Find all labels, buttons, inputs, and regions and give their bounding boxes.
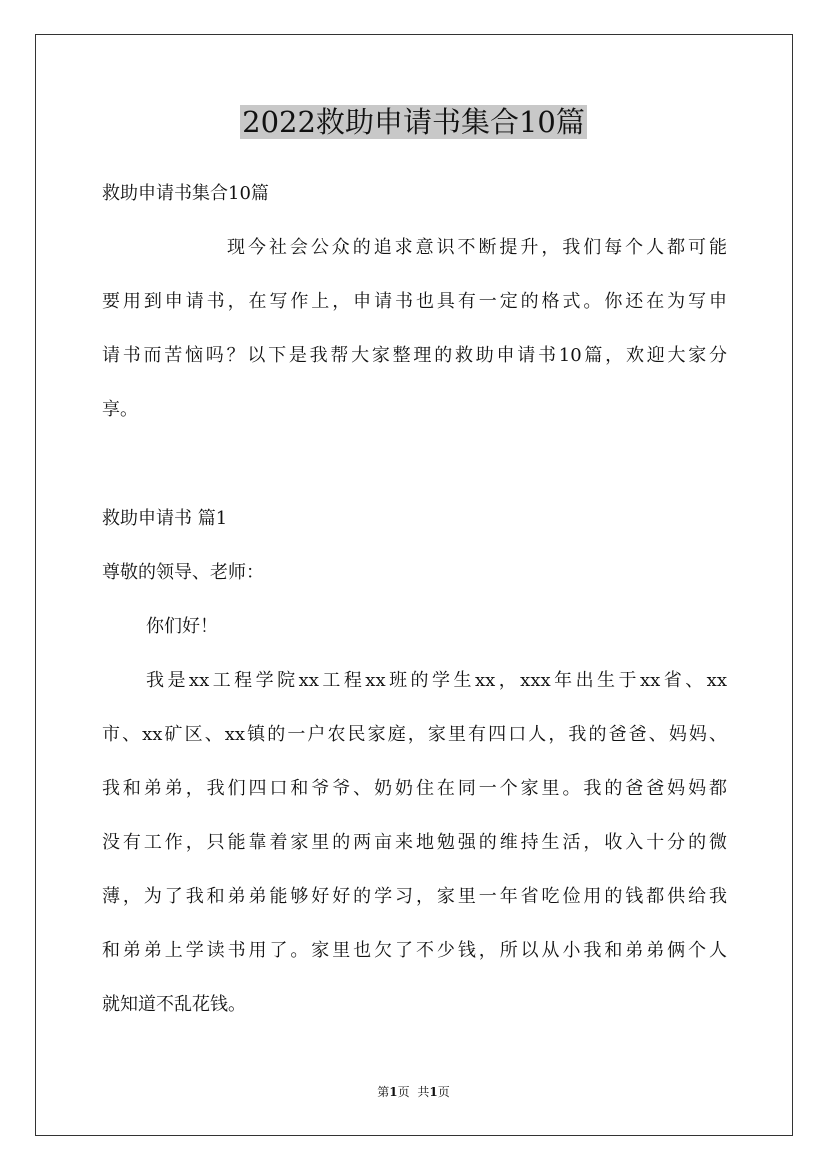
document-subtitle: 救助申请书集合10篇 — [102, 183, 269, 204]
page-label-prefix: 第 — [377, 1085, 390, 1099]
body-line: 我和弟弟，我们四口和爷爷、奶奶住在同一个家里。我的爸爸妈妈都 — [102, 778, 727, 799]
page-current: 1 — [389, 1085, 398, 1099]
intro-line: 要用到申请书，在写作上，申请书也具有一定的格式。你还在为写申 — [102, 291, 727, 312]
body-line: 市、xx矿区、xx镇的一户农民家庭，家里有四口人，我的爸爸、妈妈、 — [102, 724, 727, 745]
body-line: 薄，为了我和弟弟能够好好的学习，家里一年省吃俭用的钱都供给我 — [102, 886, 727, 907]
total-label-suffix: 页 — [437, 1085, 450, 1099]
body-line: 和弟弟上学读书用了。家里也欠了不少钱，所以从小我和弟弟俩个人 — [102, 940, 727, 961]
page-label-suffix: 页 — [397, 1085, 410, 1099]
page-total: 1 — [429, 1085, 438, 1099]
section-heading: 救助申请书 篇1 — [102, 508, 228, 529]
intro-line: 请书而苦恼吗？以下是我帮大家整理的救助申请书10篇，欢迎大家分 — [102, 345, 727, 366]
intro-line: 享。 — [102, 399, 138, 420]
greeting: 你们好！ — [146, 616, 218, 637]
document-title — [0, 100, 827, 144]
total-label-prefix: 共 — [417, 1085, 430, 1099]
body-line: 我是xx工程学院xx工程xx班的学生xx，xxx年出生于xx省、xx — [146, 670, 727, 691]
page-footer — [0, 1082, 827, 1102]
salutation: 尊敬的领导、老师： — [102, 562, 264, 583]
document-title-text: 2022救助申请书集合10篇 — [242, 105, 585, 139]
intro-line: 现今社会公众的追求意识不断提升，我们每个人都可能 — [227, 237, 727, 258]
body-line: 没有工作，只能靠着家里的两亩来地勉强的维持生活，收入十分的微 — [102, 832, 727, 853]
body-line: 就知道不乱花钱。 — [102, 994, 246, 1015]
